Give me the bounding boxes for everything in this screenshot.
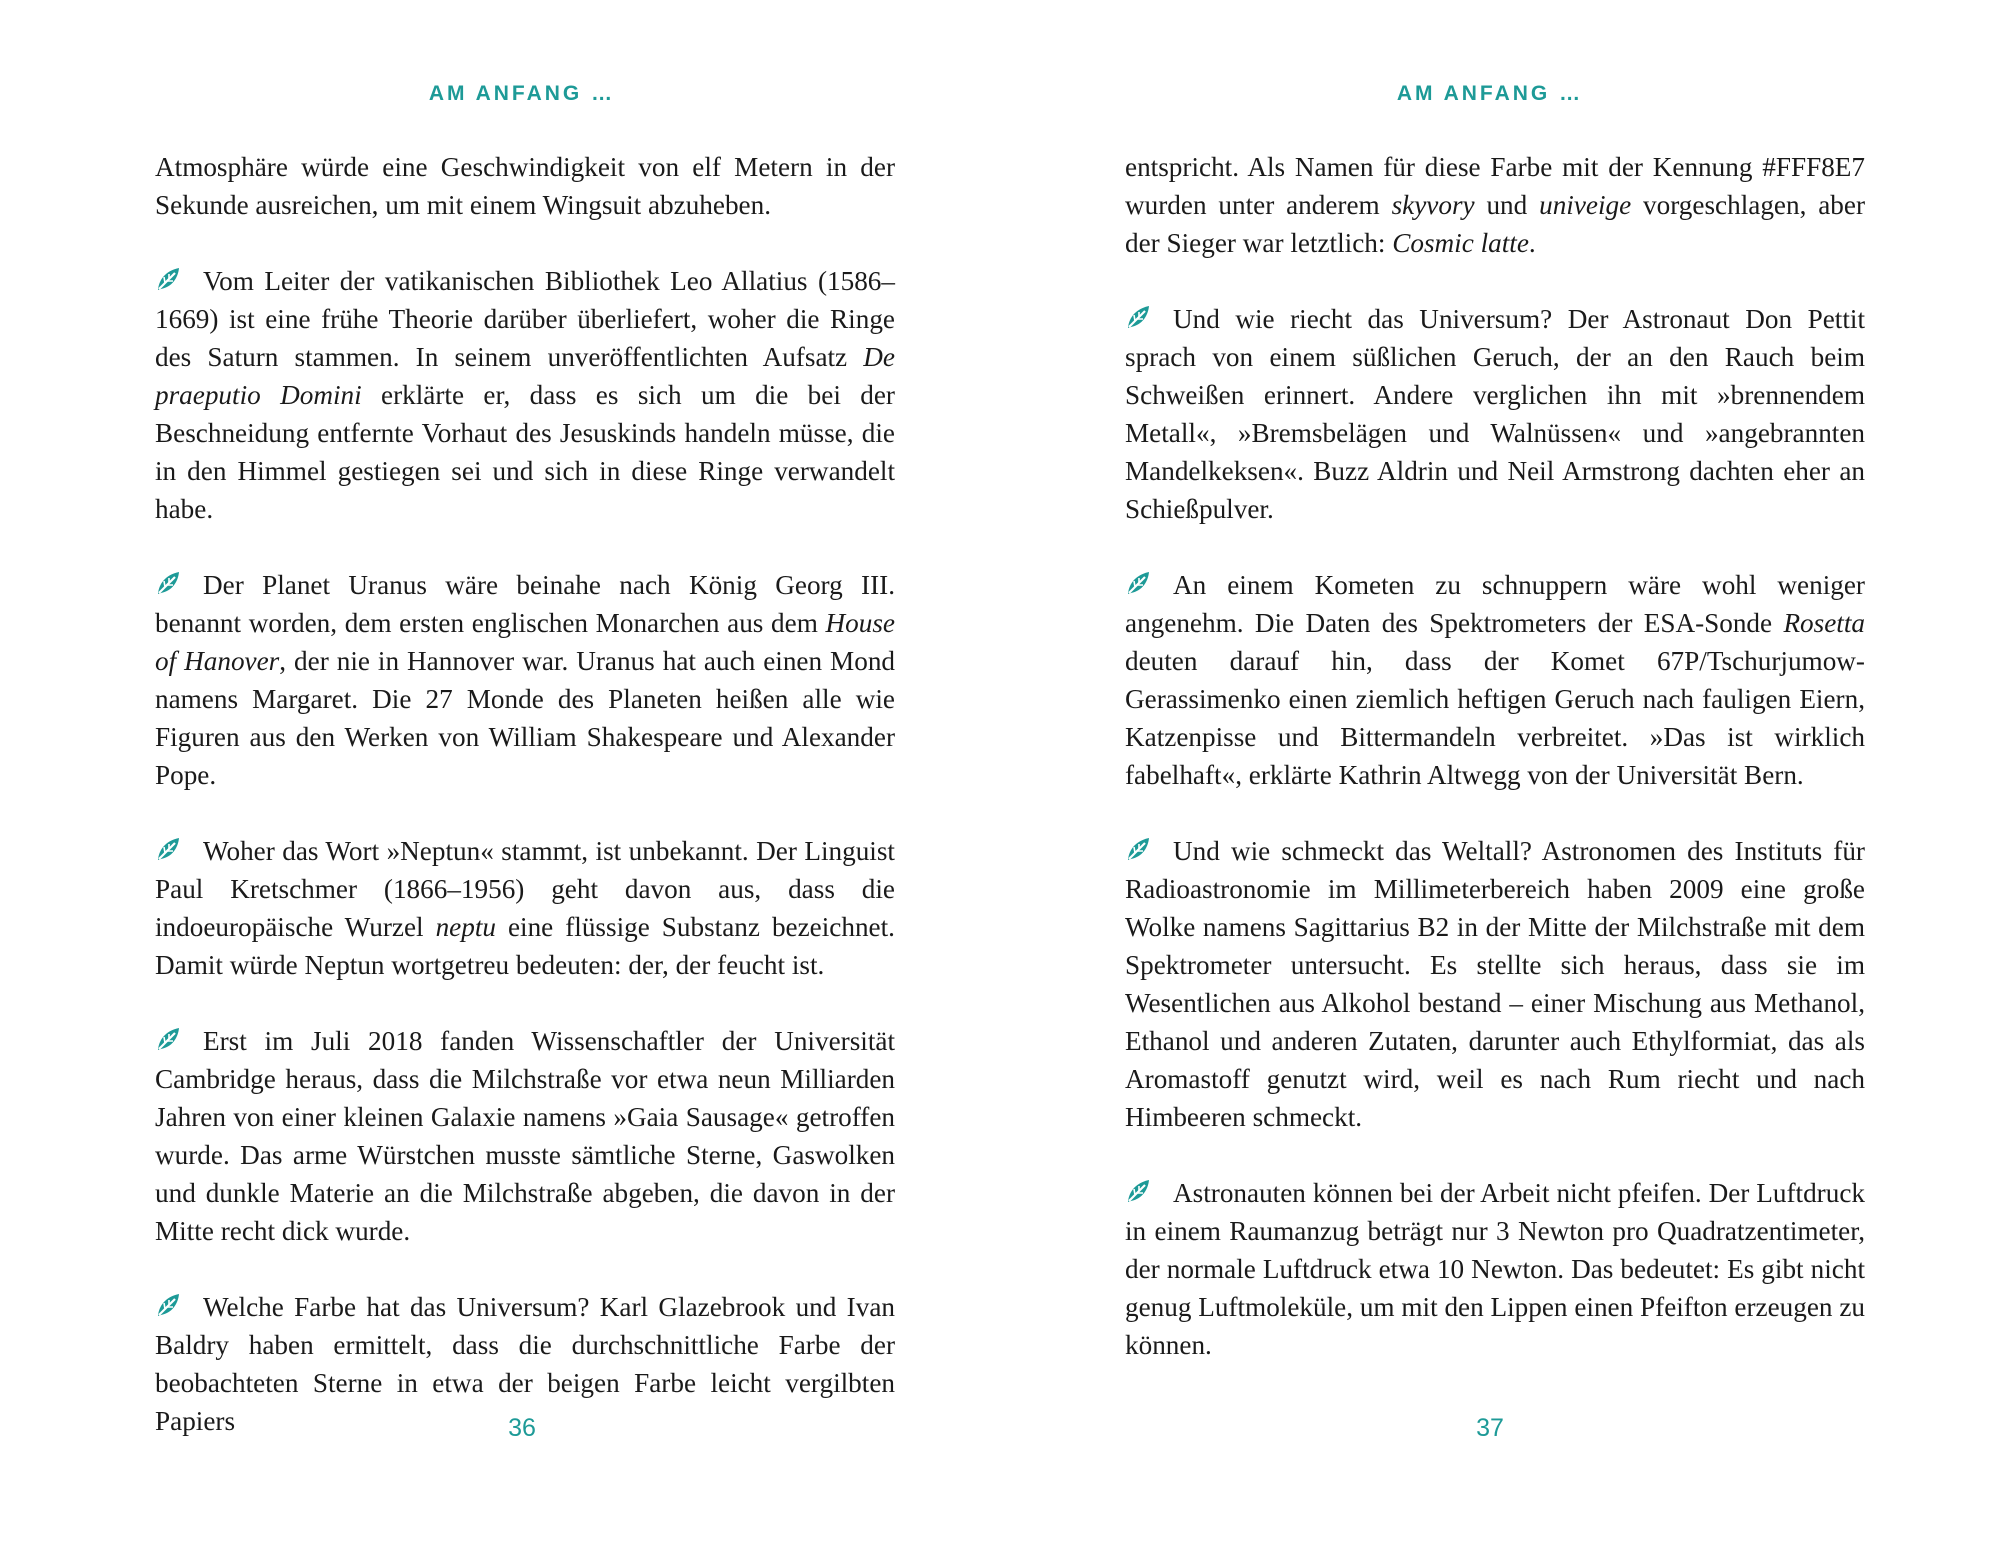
page-body (1125, 148, 1865, 1402)
right-page (1000, 0, 2000, 1549)
paragraph (1125, 1174, 1865, 1364)
text-segment: Der Planet Uranus wäre beinahe nach König Georg III. benannt worden, dem ersten englischen Monarchen aus dem (155, 570, 895, 638)
italic-text: House of Hanover (155, 608, 895, 676)
italic-text: neptu (435, 912, 496, 942)
text-segment: Welche Farbe hat das Universum? Karl Glazebrook und Ivan Baldry haben ermittelt, dass die durchschnittliche Farbe der beobachteten Sterne in etwa der beigen Farbe leicht vergilbten Papiers (155, 1292, 895, 1436)
text-segment: Und wie riecht das Universum? Der Astronaut Don Pettit sprach von einem süßlichen Geruch, der an den Rauch beim Schweißen erinnert. Andere verglichen ihn mit »brennendem Metall«, »Bremsbelägen und Walnüssen« und »angebrannten Mandelkeksen«. Buzz Aldrin und Neil Armstrong dachten eher an Schießpulver. (1125, 304, 1865, 524)
text-segment: Erst im Juli 2018 fanden Wissenschaftler der Universität Cambridge heraus, dass die Milchstraße vor etwa neun Milliarden Jahren von einer kleinen Galaxie namens »Gaia Sausage« getroffen wurde. Das arme Würstchen musste sämtliche Sterne, Gaswolken und dunkle Materie an die Milchstraße abgeben, die davon in der Mitte recht dick wurde. (155, 1026, 895, 1246)
paragraph (1125, 566, 1865, 794)
paragraph (1125, 832, 1865, 1136)
leaf-bullet-icon (155, 266, 183, 292)
leaf-bullet-icon (1125, 570, 1153, 596)
page-number: 36 (508, 1414, 536, 1442)
text-segment: und (1474, 190, 1540, 220)
paragraph (1125, 148, 1865, 262)
text-segment: vorgeschlagen, aber der Sieger war letztlich: (1125, 190, 1866, 258)
running-head: AM ANFANG … (428, 82, 616, 105)
italic-text: Rosetta (1783, 608, 1865, 638)
text-segment: deuten darauf hin, dass der Komet 67P/Tschurjumow-Gerassimenko einen ziemlich heftigen Geruch nach fauligen Eiern, Katzenpisse und Bittermandeln verbreitet. »Das ist wirklich fabelhaft«, erklärte Kathrin Altwegg von der Universität Bern. (1125, 646, 1865, 790)
text-segment: , der nie in Hannover war. Uranus hat auch einen Mond namens Margaret. Die 27 Monde des Planeten heißen alle wie Figuren aus den Werken von William Shakespeare und Alexander Pope. (155, 646, 896, 790)
text-segment: Atmosphäre würde eine Geschwindigkeit von elf Metern in der Sekunde ausreichen, um mit einem Wingsuit abzuheben. (155, 152, 895, 220)
italic-text: De praeputio Domini (155, 342, 895, 410)
paragraph (155, 262, 895, 528)
leaf-bullet-icon (155, 570, 183, 596)
text-segment: erklärte er, dass es sich um die bei der Beschneidung entfernte Vorhaut des Jesuskinds handeln müsse, die in den Himmel gestiegen sei und sich in diese Ringe verwandelt habe. (155, 380, 895, 524)
leaf-bullet-icon (155, 1026, 183, 1052)
italic-text: Cosmic latte (1392, 228, 1529, 258)
text-segment: entspricht. Als Namen für diese Farbe mit der Kennung #FFF8E7 wurden unter anderem (1125, 152, 1865, 220)
paragraph (155, 566, 895, 794)
leaf-bullet-icon (155, 836, 183, 862)
text-segment: Und wie schmeckt das Weltall? Astronomen des Instituts für Radioastronomie im Millimeterbereich haben 2009 eine große Wolke namens Sagittarius B2 in der Mitte der Milchstraße mit dem Spektrometer untersucht. Es stellte sich heraus, dass sie im Wesentlichen aus Alkohol bestand – einer Mischung aus Methanol, Ethanol und anderen Zutaten, darunter auch Ethylformiat, das als Aromastoff genutzt wird, weil es nach Rum riecht und nach Himbeeren schmeckt. (1125, 836, 1865, 1132)
text-segment: eine flüssige Substanz bezeichnet. Damit würde Neptun wortgetreu bedeuten: der, der feucht ist. (155, 912, 895, 980)
leaf-bullet-icon (1125, 836, 1153, 862)
leaf-bullet-icon (1125, 1178, 1153, 1204)
text-segment: An einem Kometen zu schnuppern wäre wohl weniger angenehm. Die Daten des Spektrometers der ESA-Sonde (1125, 570, 1865, 638)
italic-text: univeige (1539, 190, 1632, 220)
italic-text: skyvory (1391, 190, 1475, 220)
leaf-bullet-icon (1125, 304, 1153, 330)
leaf-bullet-icon (155, 1292, 183, 1318)
text-segment: Astronauten können bei der Arbeit nicht pfeifen. Der Luftdruck in einem Raumanzug beträgt nur 3 Newton pro Quadratzentimeter, der normale Luftdruck etwa 10 Newton. Das bedeutet: Es gibt nicht genug Luftmoleküle, um mit den Lippen einen Pfeifton erzeugen zu können. (1125, 1178, 1865, 1360)
paragraph (155, 832, 895, 984)
paragraph (155, 148, 895, 224)
text-segment: . (1528, 228, 1536, 258)
running-head: AM ANFANG … (1396, 82, 1584, 105)
page-number: 37 (1476, 1414, 1504, 1442)
text-segment: Vom Leiter der vatikanischen Bibliothek Leo Allatius (1586–1669) ist eine frühe Theorie darüber überliefert, woher die Ringe des Saturn stammen. In seinem unveröffentlichten Aufsatz (155, 266, 895, 372)
paragraph (1125, 300, 1865, 528)
page-body (155, 148, 895, 1478)
paragraph (155, 1022, 895, 1250)
text-segment: Woher das Wort »Neptun« stammt, ist unbekannt. Der Linguist Paul Kretschmer (1866–1956) geht davon aus, dass die indoeuropäische Wurzel (155, 836, 895, 942)
